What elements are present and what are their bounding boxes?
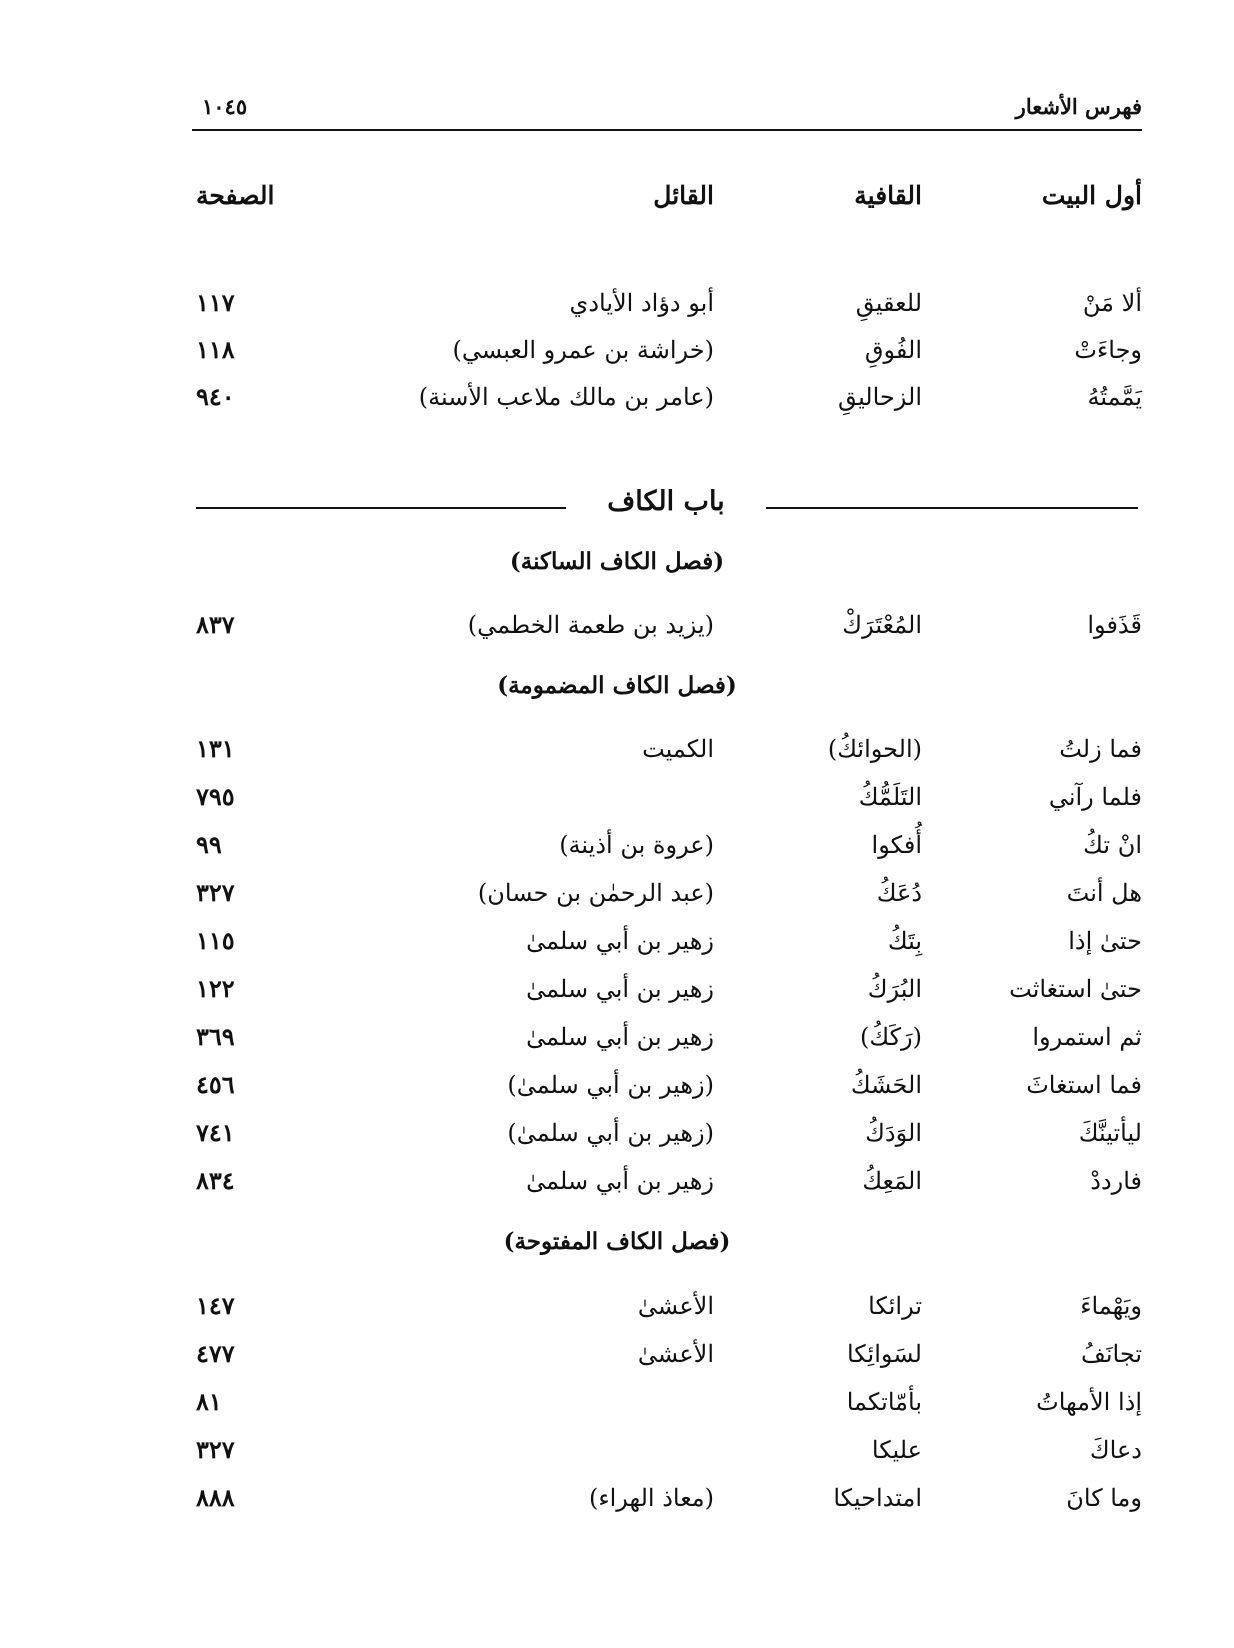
rhyme-cell: الحَشَكُ (850, 1071, 922, 1099)
table-row (0, 1430, 1234, 1470)
poet-cell: (عبد الرحمٰن بن حسان) (477, 879, 714, 907)
first-verse-cell: ألا مَنْ (1082, 289, 1142, 317)
rhyme-cell: للعقيقِ (855, 289, 922, 317)
rhyme-cell: امتداحيكا (833, 1484, 922, 1512)
table-row (0, 1478, 1234, 1518)
running-title: فهرس الأشعار (1015, 94, 1142, 119)
table-row (0, 1334, 1234, 1374)
first-verse-cell: يَمَّمتُهُ (1087, 383, 1142, 411)
section-title: (فصل الكاف المضمومة) (497, 672, 737, 699)
page-cell: ٣٦٩ (196, 1022, 235, 1051)
table-row (0, 1113, 1234, 1153)
column-header-first-verse: أول البيت (1041, 181, 1142, 210)
table-row (0, 330, 1234, 370)
first-verse-cell: ويَهْماءَ (1080, 1292, 1142, 1320)
table-row (0, 969, 1234, 1009)
column-header-poet: القائل (653, 181, 714, 210)
rhyme-cell: بِتَكُ (887, 927, 922, 955)
poet-cell: (يزيد بن طعمة الخطمي) (467, 611, 714, 639)
poet-cell: (معاذ الهراء) (588, 1484, 714, 1512)
first-verse-cell: وجاءَتْ (1074, 336, 1142, 364)
table-row (0, 283, 1234, 323)
rhyme-cell: الفُوقِ (864, 336, 922, 364)
first-verse-cell: فارددْ (1090, 1167, 1142, 1195)
column-header-page: الصفحة (196, 181, 275, 210)
page-cell: ٩٤٠ (196, 382, 235, 411)
column-header-rhyme: القافية (854, 181, 922, 210)
rhyme-cell: دُعَكُ (876, 879, 922, 907)
first-verse-cell: قَذَفوا (1087, 611, 1142, 639)
table-row (0, 729, 1234, 769)
page-cell: ٨٣٤ (196, 1166, 235, 1195)
poet-cell: (عروة بن أذينة) (559, 831, 714, 859)
poet-cell: (زهير بن أبي سلمىٰ) (507, 1071, 714, 1099)
rhyme-cell: البُرَكُ (867, 975, 922, 1003)
table-row (0, 1017, 1234, 1057)
table-row (0, 1065, 1234, 1105)
page-cell: ٤٥٦ (196, 1070, 235, 1099)
first-verse-cell: تجانَفُ (1080, 1340, 1142, 1368)
rhyme-cell: الزحاليقِ (838, 383, 922, 411)
table-row (0, 1382, 1234, 1422)
poet-cell: الأعشىٰ (637, 1340, 714, 1368)
page-number: ١٠٤٥ (202, 94, 248, 119)
page-cell: ١١٥ (196, 926, 235, 955)
table-row (0, 605, 1234, 645)
first-verse-cell: إذا الأمهاتُ (1036, 1388, 1142, 1416)
poet-cell: الأعشىٰ (637, 1292, 714, 1320)
poet-cell: (زهير بن أبي سلمىٰ) (507, 1119, 714, 1147)
rhyme-cell: المَعِكُ (862, 1167, 922, 1195)
page-cell: ٣٢٧ (196, 878, 235, 907)
poet-cell: زهير بن أبي سلمىٰ (526, 975, 714, 1003)
table-row (0, 921, 1234, 961)
rhyme-cell: المُعْتَرَكْ (842, 611, 922, 639)
first-verse-cell: ثم استمروا (1032, 1023, 1142, 1051)
poet-cell: زهير بن أبي سلمىٰ (526, 1023, 714, 1051)
poet-cell: الكميت (642, 735, 714, 763)
first-verse-cell: دعاكَ (1089, 1436, 1142, 1464)
first-verse-cell: حتىٰ استغاثت (1009, 975, 1142, 1003)
table-row (0, 825, 1234, 865)
page-cell: ٨١ (196, 1387, 222, 1416)
page-cell: ٨٨٨ (196, 1483, 235, 1512)
page-cell: ١٢٢ (196, 974, 235, 1003)
page-cell: ٨٣٧ (196, 610, 235, 639)
section-title: (فصل الكاف المفتوحة) (503, 1228, 731, 1255)
rhyme-cell: التَلَمُّكُ (858, 783, 922, 811)
page-cell: ٤٧٧ (196, 1339, 235, 1368)
first-verse-cell: وما كانَ (1066, 1484, 1142, 1512)
chapter-heading (0, 482, 1234, 522)
first-verse-cell: انْ تكُ (1083, 831, 1142, 859)
chapter-rule-right (766, 507, 1138, 509)
rhyme-cell: (رَكَكُ) (860, 1023, 922, 1051)
poet-cell: زهير بن أبي سلمىٰ (526, 927, 714, 955)
rhyme-cell: الوَدَكُ (865, 1119, 922, 1147)
first-verse-cell: فما زلتُ (1059, 735, 1142, 763)
page-cell: ٩٩ (196, 830, 222, 859)
table-row (0, 1286, 1234, 1326)
table-row (0, 377, 1234, 417)
poet-cell: (عامر بن مالك ملاعب الأسنة) (418, 383, 714, 411)
table-row (0, 777, 1234, 817)
page-cell: ١٣١ (196, 734, 235, 763)
header-rule (192, 129, 1142, 131)
page-cell: ١٤٧ (196, 1291, 235, 1320)
first-verse-cell: ليأتينَّكَ (1078, 1119, 1142, 1147)
chapter-rule-left (196, 507, 566, 509)
page-cell: ٣٢٧ (196, 1435, 235, 1464)
rhyme-cell: ترائكا (868, 1292, 922, 1320)
rhyme-cell: (الحوائكُ) (827, 735, 922, 763)
poet-cell: أبو دؤاد الأيادي (569, 289, 714, 317)
chapter-title: باب الكاف (607, 486, 725, 517)
rhyme-cell: لسَوائِكا (846, 1340, 922, 1368)
first-verse-cell: فما استغاثَ (1026, 1071, 1142, 1099)
first-verse-cell: حتىٰ إذا (1068, 927, 1142, 955)
rhyme-cell: عليكا (871, 1436, 922, 1464)
section-title: (فصل الكاف الساكنة) (509, 548, 725, 575)
first-verse-cell: هل أنتَ (1066, 879, 1142, 907)
page-cell: ١١٧ (196, 288, 235, 317)
table-row (0, 1161, 1234, 1201)
page-cell: ١١٨ (196, 335, 235, 364)
table-row (0, 873, 1234, 913)
page-cell: ٧٩٥ (196, 782, 235, 811)
page-cell: ٧٤١ (196, 1118, 235, 1147)
rhyme-cell: أُفكوا (871, 831, 922, 859)
rhyme-cell: بأمّاتكما (846, 1388, 922, 1416)
column-headers (0, 176, 1234, 216)
first-verse-cell: فلما رآني (1048, 783, 1142, 811)
poet-cell: زهير بن أبي سلمىٰ (526, 1167, 714, 1195)
poet-cell: (خراشة بن عمرو العبسي) (452, 336, 714, 364)
